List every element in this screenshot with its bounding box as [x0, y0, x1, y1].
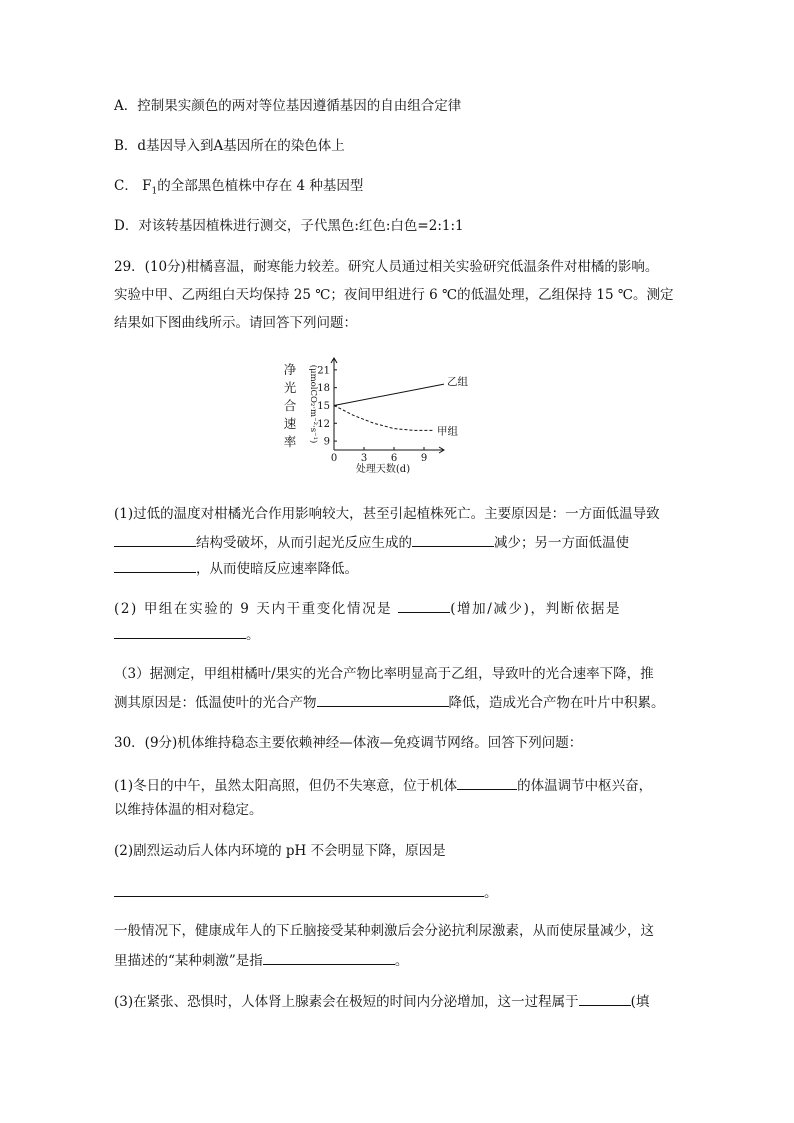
q30-p3-line-1	[114, 991, 649, 1011]
x-axis-label: 处理天数(d)	[355, 464, 411, 475]
q29-p3-line-2	[114, 692, 665, 712]
y-label-char: 速	[283, 416, 297, 431]
q30-p3-text-a1: (3)在紧张、恐惧时，人体肾上腺素会在极短的时间内分泌增加，这一过程属于	[114, 994, 579, 1010]
q30-p2-line-3: 一般情况下，健康成年人的下丘脑接受某种刺激后会分泌抗利尿激素，从而使尿量减少，这	[114, 923, 654, 939]
q29-p1-line-3	[114, 558, 358, 578]
q30-p2-text-b: 。	[484, 885, 498, 901]
y-tick-label: 18	[317, 383, 330, 395]
answer-blank-3[interactable]	[114, 558, 196, 573]
q29-intro-line-3: 结果如下图曲线所示。请回答下列问题：	[114, 315, 357, 331]
series-label: 乙组	[447, 376, 468, 389]
option-b: B．d基因导入到A基因所在的染色体上	[114, 138, 345, 154]
q29-intro-line-2: 实验中甲、乙两组白天均保持 25 ℃；夜间甲组进行 6 ℃的低温处理，乙组保持 15 ℃。测定	[114, 287, 674, 303]
y-axis-label	[284, 362, 319, 449]
q29-p2-text-a1: (2) 甲组在实验的 9 天内干重变化情况是	[114, 601, 399, 617]
y-tick-label: 15	[317, 400, 330, 412]
y-label-char: 率	[283, 434, 297, 449]
answer-blank-9[interactable]	[263, 950, 395, 965]
answer-blank-8[interactable]	[114, 882, 484, 897]
q30-p2-line-2	[114, 882, 498, 902]
y-tick-label: 21	[317, 365, 330, 377]
answer-blank-7[interactable]	[457, 775, 517, 790]
answer-blank-2[interactable]	[412, 532, 494, 547]
y-tick-label: 9	[323, 436, 330, 448]
q30-p2-line-1: (2)剧烈运动后人体内环境的 pH 不会明显下降，原因是	[114, 843, 446, 859]
q30-p3-text-a2: (填	[630, 994, 650, 1010]
answer-blank-4[interactable]	[398, 598, 450, 613]
q29-p3-text-b2: 降低，造成光合产物在叶片中积累。	[448, 695, 665, 711]
x-tick-label: 9	[420, 453, 428, 464]
q30-p1-text-a2: 的体温调节中枢兴奋，	[517, 778, 653, 794]
x-tick-label: 3	[360, 453, 368, 464]
q29-p1-line-2	[114, 532, 629, 552]
q29-p1-text-c: ，从而使暗反应速率降低。	[196, 561, 358, 577]
answer-blank-6[interactable]	[317, 692, 449, 707]
q29-p2-line-1	[114, 598, 621, 618]
q29-p1-text-b2: 减少；另一方面低温使	[494, 535, 629, 551]
y-label-char: 光	[283, 380, 297, 395]
q29-p2-text-b: 。	[246, 627, 260, 643]
q30-p2-text-d2: 。	[394, 953, 409, 969]
series-line-甲组	[334, 406, 434, 431]
q29-p2-line-2	[114, 624, 260, 644]
q29-p2-text-a2: (增加/减少)，判断依据是	[450, 601, 622, 617]
answer-blank-5[interactable]	[114, 624, 246, 639]
answer-blank-1[interactable]	[114, 532, 196, 547]
y-label-unit: (μmolCO₂·m⁻²·s⁻¹)	[308, 364, 318, 444]
option-a: A．控制果实颜色的两对等位基因遵循基因的自由组合定律	[114, 98, 462, 114]
q30-p2-line-4	[114, 950, 408, 970]
series-line-乙组	[334, 384, 444, 405]
q30-p2-text-d1: 里描述的“某种刺激”是指	[114, 953, 263, 969]
option-d: D．对该转基因植株进行测交，子代黑色:红色:白色=2:1:1	[114, 218, 464, 234]
q29-p1-line-1: (1)过低的温度对柑橘光合作用影响较大，甚至引起植株死亡。主要原因是：一方面低温导致	[114, 506, 660, 522]
q29-p3-line-1: （3）据测定，甲组柑橘叶/果实的光合产物比率明显高于乙组，导致叶的光合速率下降，推	[114, 666, 654, 682]
option-c-subscript: 1	[151, 186, 158, 197]
q30-p1-text-a1: (1)冬日的中午，虽然太阳高照，但仍不失寒意，位于机体	[114, 778, 458, 794]
q30-p1-line-2: 以维持体温的相对稳定。	[114, 802, 263, 818]
y-label-char: 合	[283, 398, 297, 413]
q29-intro-line-1: 29．(10分)柑橘喜温，耐寒能力较差。研究人员通过相关实验研究低温条件对柑橘的影响。	[114, 259, 659, 275]
series-label: 甲组	[437, 425, 458, 438]
q29-p1-text-b1: 结构受破坏，从而引起光反应生成的	[196, 535, 412, 551]
option-c-suffix: 的全部黑色植株中存在 4 种基因型	[157, 178, 364, 194]
q30-intro: 30．(9分)机体维持稳态主要依赖神经—体液—免疫调节网络。回答下列问题：	[114, 735, 583, 751]
y-label-char: 净	[283, 362, 297, 377]
net-photosynthesis-chart	[280, 356, 468, 475]
y-tick-label: 12	[317, 418, 330, 430]
option-c-prefix: C． F	[114, 178, 152, 194]
q29-p3-text-b1: 测其原因是：低温使叶的光合产物	[114, 695, 317, 711]
q30-p1-line-1	[114, 775, 652, 795]
x-tick-label: 0	[330, 453, 338, 464]
answer-blank-10[interactable]	[579, 991, 631, 1006]
option-c	[114, 177, 363, 201]
x-tick-label: 6	[390, 453, 398, 464]
